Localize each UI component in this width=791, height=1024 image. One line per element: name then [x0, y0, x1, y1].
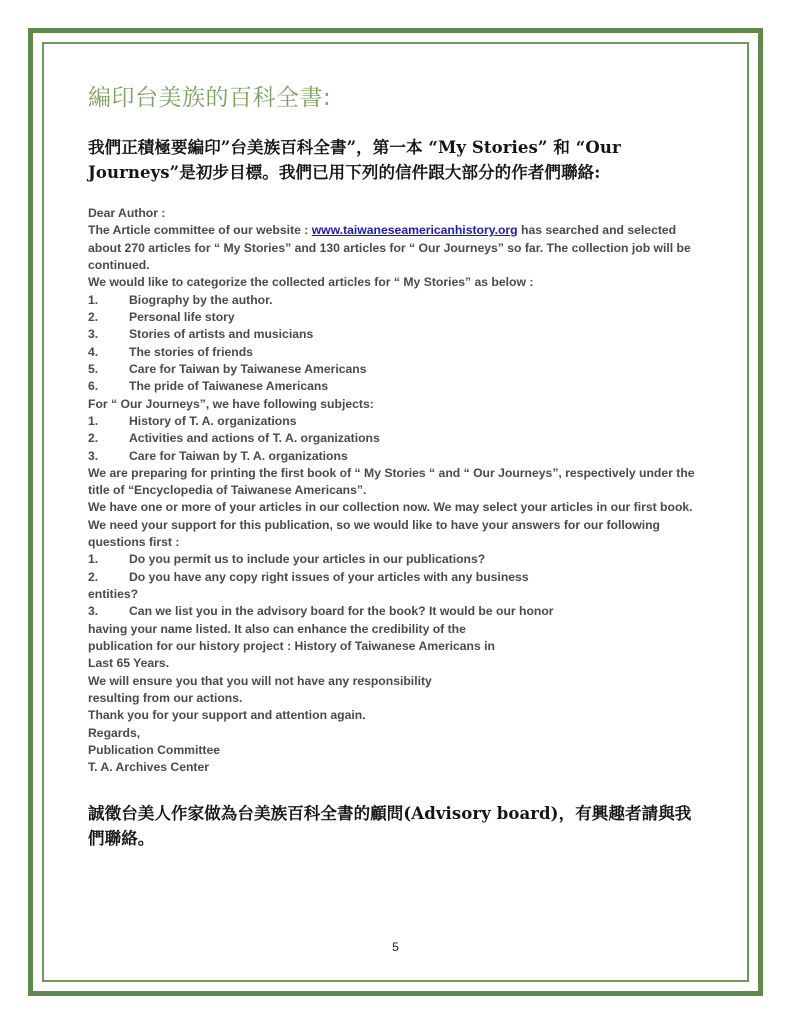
list-item-label: Biography by the author.	[129, 292, 273, 307]
question-continuation: having your name listed. It also can enhance the credibility of the	[88, 621, 466, 636]
document-content	[88, 84, 700, 851]
intro-paragraph: 我們正積極要編印”台美族百科全書”，第一本 “My Stories” 和 “Our Journeys”是初步目標。我們已用下列的信件跟大部分的作者們聯絡:	[88, 137, 621, 182]
list-item-number: 4.	[88, 344, 99, 359]
list-item-number: 2.	[88, 431, 99, 446]
list-item	[88, 361, 700, 378]
list-item	[88, 309, 700, 326]
page-number: 5	[392, 940, 399, 954]
list-item-label: Care for Taiwan by T. A. organizations	[129, 448, 348, 463]
question-item	[88, 551, 700, 568]
question-continuation: entities?	[88, 587, 139, 602]
website-link[interactable]: www.taiwaneseamericanhistory.org	[311, 223, 518, 238]
our-journeys-intro-line: For “ Our Journeys”, we have following subjects:	[88, 396, 374, 411]
list-item-number: 2.	[88, 309, 99, 324]
question-label: Do you have any copy right issues of your articles with any business	[129, 569, 529, 584]
letter-body	[88, 205, 700, 777]
categorize-intro-line: We would like to categorize the collected articles for “ My Stories” as below :	[88, 275, 534, 290]
question-item	[88, 569, 700, 586]
closing-paragraph: 誠徵台美人作家做為台美族百科全書的顧問(Advisory board)，有興趣者請與我們聯絡。	[88, 803, 692, 848]
list-item-label: The stories of friends	[129, 344, 253, 359]
list-item	[88, 430, 700, 447]
list-item-label: Stories of artists and musicians	[129, 327, 314, 342]
regards-line: Regards,	[88, 725, 141, 740]
question-number: 3.	[88, 604, 99, 619]
list-item-label: The pride of Taiwanese Americans	[129, 379, 329, 394]
question-label: Do you permit us to include your articles in our publications?	[129, 552, 486, 567]
question-continuation: resulting from our actions.	[88, 691, 243, 706]
list-item	[88, 448, 700, 465]
list-item-label: History of T. A. organizations	[129, 413, 297, 428]
collection-paragraph: We have one or more of your articles in our collection now. We may select your articles in our first book.	[88, 500, 693, 515]
question-continuation: Last 65 Years.	[88, 656, 170, 671]
list-item	[88, 378, 700, 395]
question-number: 2.	[88, 569, 99, 584]
question-continuation: publication for our history project : History of Taiwanese Americans in	[88, 639, 495, 654]
preparing-paragraph: We are preparing for printing the first book of “ My Stories “ and “ Our Journeys”, respectively under the title of “Encyclopedia of Taiwanese Americans”.	[88, 465, 695, 498]
list-item-number: 3.	[88, 327, 99, 342]
list-item-number: 3.	[88, 448, 99, 463]
list-item	[88, 326, 700, 343]
list-item-number: 1.	[88, 413, 99, 428]
list-item-number: 6.	[88, 379, 99, 394]
list-item-label: Personal life story	[129, 309, 235, 324]
opening-text-after-link: has searched and selected about 270 articles for “ My Stories” and 130 articles for “ Our Journeys” so far. The collection job will be continued.	[88, 223, 691, 272]
list-item-label: Activities and actions of T. A. organizations	[129, 431, 380, 446]
page-title: 編印台美族的百科全書:	[88, 85, 332, 111]
letter-opening-paragraph	[88, 222, 700, 274]
letter-salutation: Dear Author :	[88, 205, 166, 220]
list-item-number: 5.	[88, 361, 99, 376]
signature-center: T. A. Archives Center	[88, 760, 210, 775]
list-item	[88, 292, 700, 309]
list-item	[88, 413, 700, 430]
question-continuation: We will ensure you that you will not have any responsibility	[88, 673, 432, 688]
list-item	[88, 344, 700, 361]
support-paragraph: We need your support for this publication, so we would like to have your answers for our following questions first :	[88, 517, 660, 550]
list-item-number: 1.	[88, 292, 99, 307]
question-label: Can we list you in the advisory board for the book? It would be our honor	[129, 604, 554, 619]
signature-committee: Publication Committee	[88, 743, 221, 758]
question-item	[88, 603, 700, 620]
question-number: 1.	[88, 552, 99, 567]
list-item-label: Care for Taiwan by Taiwanese Americans	[129, 361, 367, 376]
opening-text-before-link: The Article committee of our website :	[88, 223, 312, 238]
thanks-line: Thank you for your support and attention again.	[88, 708, 366, 723]
